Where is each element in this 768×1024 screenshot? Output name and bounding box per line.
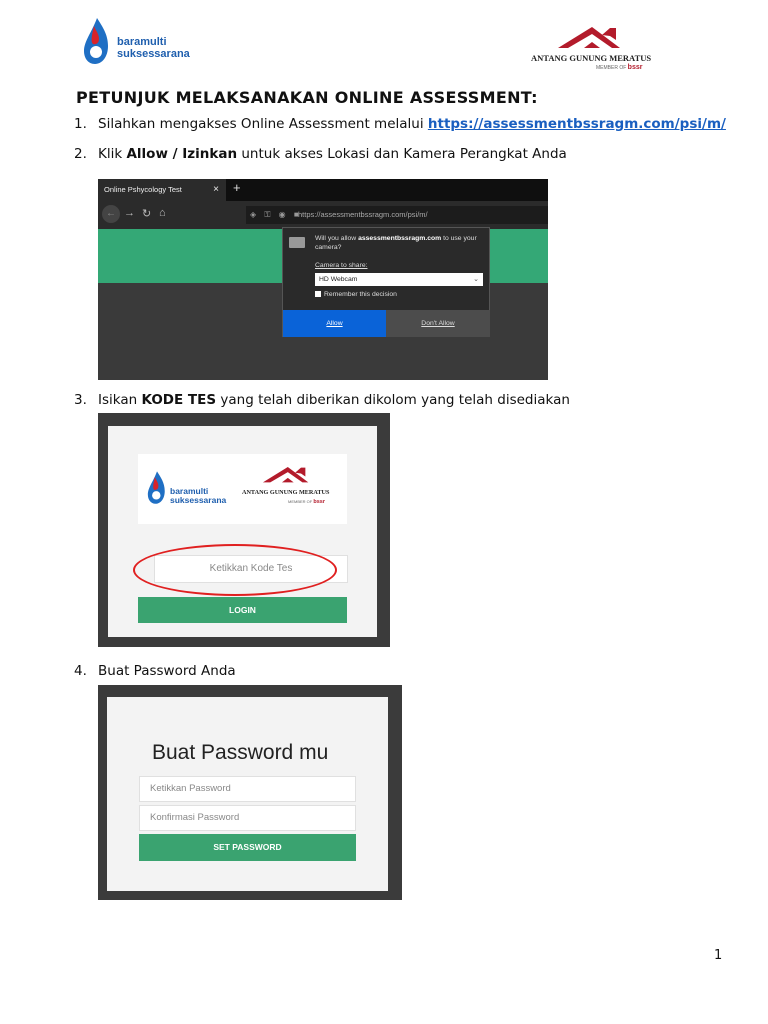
remember-checkbox[interactable]: Remember this decision [315, 291, 397, 298]
step-text-bold: KODE TES [141, 392, 217, 408]
home-icon[interactable]: ⌂ [159, 207, 166, 219]
browser-toolbar [98, 201, 548, 229]
password-heading: Buat Password mu [152, 741, 329, 764]
baramulti-line1: baramulti [170, 486, 209, 496]
agm-brand: bssr [313, 499, 325, 505]
baramulti-line1: baramulti [117, 36, 167, 48]
login-logo-card [138, 454, 347, 524]
close-icon[interactable]: × [213, 184, 219, 195]
agm-member: MEMBER OF [596, 65, 627, 71]
baramulti-drop-icon [144, 470, 170, 508]
dont-allow-button[interactable]: Don't Allow [386, 310, 490, 337]
password-input[interactable] [139, 776, 356, 802]
step-text-post: yang telah diberikan dikolom yang telah disediakan [216, 392, 570, 408]
step-number: 4. [74, 663, 87, 679]
step-text: Silahkan mengakses Online Assessment melalui [98, 116, 428, 132]
step-1 [74, 116, 726, 132]
browser-tab[interactable] [98, 179, 226, 201]
highlight-ellipse [133, 544, 337, 596]
browser-permission-screenshot [98, 179, 548, 380]
confirm-password-placeholder: Konfirmasi Password [150, 812, 240, 823]
agm-roof-icon [554, 24, 636, 52]
step-text-post: untuk akses Lokasi dan Kamera Perangkat Anda [237, 146, 567, 162]
back-icon[interactable]: ← [102, 205, 120, 223]
password-placeholder: Ketikkan Password [150, 783, 231, 794]
forward-icon[interactable]: → [124, 207, 135, 219]
camera-permission-popup [282, 227, 490, 337]
step-text-pre: Klik [98, 146, 127, 162]
login-screenshot [98, 413, 390, 647]
step-3 [74, 392, 570, 408]
baramulti-drop-icon [80, 16, 114, 70]
agm-logo [528, 24, 663, 74]
camera-icon [289, 237, 305, 248]
agm-member: MEMBER OF [288, 499, 313, 504]
permission-icons: ◈ ⚿ ◉ ■ [250, 210, 302, 219]
agm-brand: bssr [627, 64, 643, 71]
camera-share-label: Camera to share: [315, 262, 368, 269]
step-number: 3. [74, 392, 87, 408]
step-number: 1. [74, 116, 87, 132]
url-bar[interactable] [246, 206, 548, 224]
step-text: Buat Password Anda [98, 663, 236, 679]
kode-tes-placeholder: Ketikkan Kode Tes [209, 563, 293, 574]
agm-roof-icon [260, 464, 320, 486]
camera-select[interactable]: HD Webcam ⌄ [315, 273, 483, 286]
new-tab-icon[interactable]: + [233, 180, 241, 195]
baramulti-line2: suksessarana [117, 47, 190, 60]
agm-name: ANTANG GUNUNG MERATUS [531, 53, 652, 63]
page-title: PETUNJUK MELAKSANAKAN ONLINE ASSESSMENT: [76, 88, 538, 107]
password-panel [107, 697, 388, 891]
allow-button[interactable]: Allow [283, 310, 386, 337]
step-4 [74, 663, 236, 679]
step-2 [74, 146, 567, 162]
login-panel [108, 426, 377, 637]
baramulti-line2: suksessarana [170, 494, 227, 505]
login-button[interactable]: LOGIN [138, 597, 347, 623]
assessment-link[interactable]: https://assessmentbssragm.com/psi/m/ [427, 116, 726, 132]
confirm-password-input[interactable] [139, 805, 356, 831]
permission-message: Will you allow assessmentbssragm.com to use your camera? [315, 235, 477, 251]
chevron-down-icon: ⌄ [473, 276, 479, 283]
step-text-bold: Allow / Izinkan [126, 146, 238, 162]
url-text: https://assessmentbssragm.com/psi/m/ [298, 210, 428, 219]
step-number: 2. [74, 146, 87, 162]
browser-tab-bar [98, 179, 548, 201]
password-screenshot [98, 685, 402, 900]
browser-tab-title: Online Pshycology Test [104, 185, 182, 194]
step-text-pre: Isikan [98, 392, 142, 408]
page-number: 1 [714, 948, 723, 963]
baramulti-logo [80, 16, 190, 70]
reload-icon[interactable]: ↻ [142, 208, 152, 220]
set-password-button[interactable]: SET PASSWORD [139, 834, 356, 861]
agm-name: ANTANG GUNUNG MERATUS [242, 489, 330, 496]
